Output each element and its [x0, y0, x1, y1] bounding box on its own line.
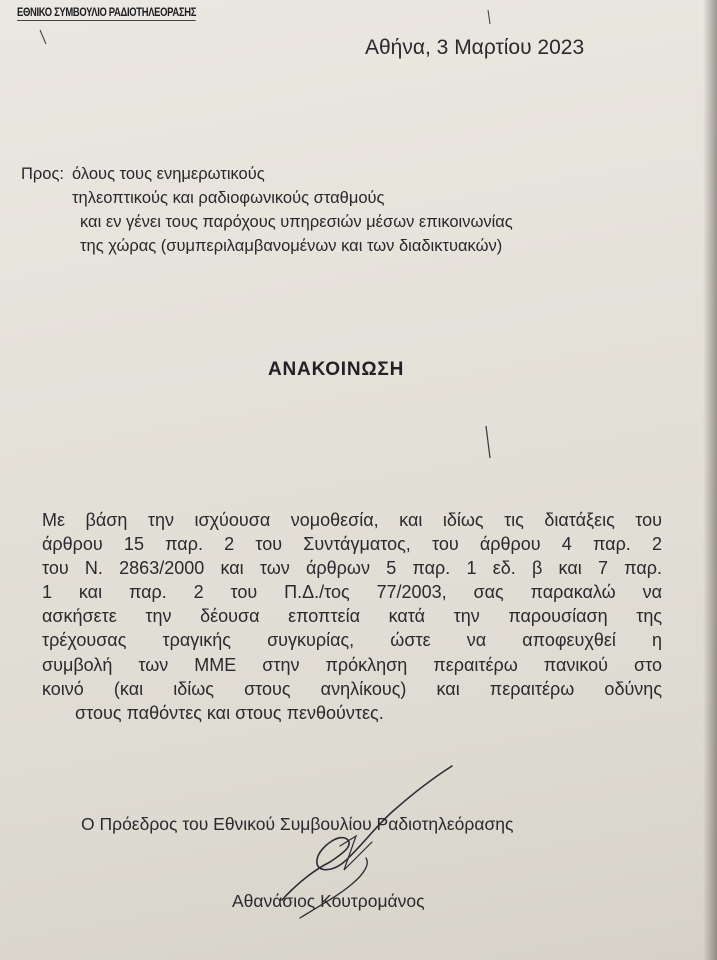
announcement-body	[42, 508, 662, 725]
body-line: ασκήσετε την δέουσα εποπτεία κατά την παρουσίαση της	[42, 606, 662, 627]
recipients-block	[21, 162, 513, 258]
recipients-first-row	[21, 162, 513, 186]
body-line: στους παθόντες και στους πενθούντες.	[75, 702, 384, 723]
signatory-name: Αθανάσιος Κουτρομάνος	[232, 891, 425, 911]
body-line: κοινό (και ιδίως στους ανηλίκους) και περαιτέρω οδύνης	[42, 678, 662, 699]
letter-date: Αθήνα, 3 Μαρτίου 2023	[365, 36, 585, 59]
recipient-line: της χώρας (συμπεριλαμβανομένων και των διαδικτυακών)	[80, 237, 503, 255]
page-edge-shadow	[703, 0, 717, 960]
letterhead: ΕΘΝΙΚΟ ΣΥΜΒΟΥΛΙΟ ΡΑΔΙΟΤΗΛΕΟΡΑΣΗΣ	[17, 7, 197, 19]
body-line: συμβολή των ΜΜΕ στην πρόκληση περαιτέρω πανικού στο	[42, 654, 662, 675]
recipient-line: όλους τους ενημερωτικούς	[72, 165, 265, 183]
signatory-title: Ο Πρόεδρος του Εθνικού Συμβουλίου Ραδιοτηλεόρασης	[81, 814, 514, 834]
body-line: τρέχουσας τραγικής συγκυρίας, ώστε να αποφευχθεί η	[42, 630, 662, 651]
body-line: Με βάση την ισχύουσα νομοθεσία, και ιδίως τις διατάξεις του	[42, 510, 662, 530]
body-line: άρθρου 15 παρ. 2 του Συντάγματος, του άρθρου 4 παρ. 2	[42, 534, 662, 555]
recipient-line: τηλεοπτικούς και ραδιοφωνικούς σταθμούς	[72, 189, 385, 207]
announcement-heading: ΑΝΑΚΟΙΝΩΣΗ	[268, 359, 405, 380]
body-line: του Ν. 2863/2000 και των άρθρων 5 παρ. 1 εδ. β και 7 παρ.	[42, 558, 662, 579]
body-line: 1 και παρ. 2 του Π.Δ./τος 77/2003, σας παρακαλώ να	[42, 582, 662, 603]
recipient-line: και εν γένει τους παρόχους υπηρεσιών μέσων επικοινωνίας	[80, 213, 513, 231]
recipients-label: Προς:	[21, 165, 65, 183]
